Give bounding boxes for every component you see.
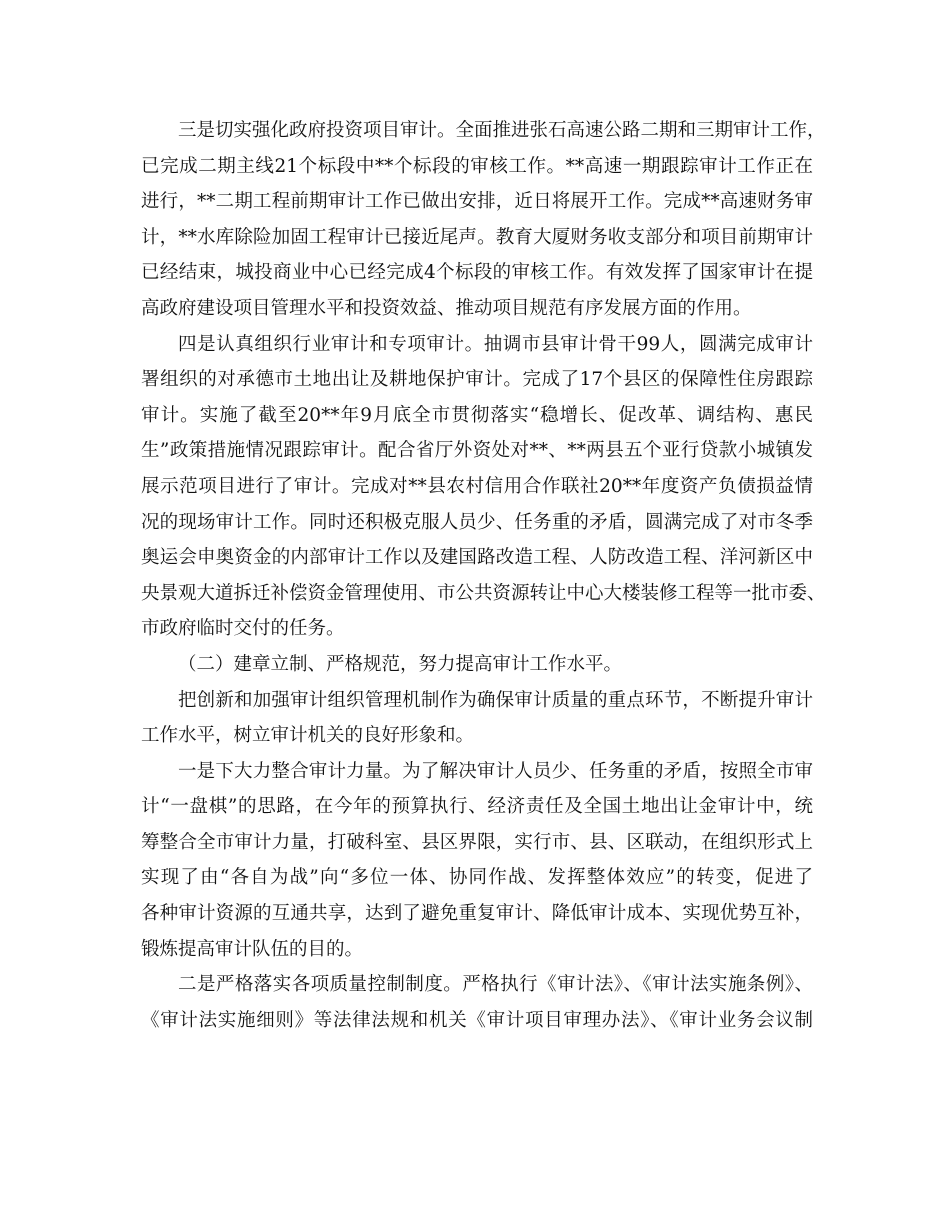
paragraph-line: 展示范项目进行了审计。完成对**县农村信用合作联社20**年度资产负债损益情 [141,475,813,497]
paragraph-line: 一是下大力整合审计力量。为了解决审计人员少、任务重的矛盾，按照全市审 [178,760,813,782]
paragraph-line: 况的现场审计工作。同时还积极克服人员少、任务重的矛盾，圆满完成了对市冬季 [141,511,813,533]
paragraph-line: 三是切实强化政府投资项目审计。全面推进张石高速公路二期和三期审计工作， [178,120,826,141]
document-body [141,113,826,1038]
paragraph-line: 进行，**二期工程前期审计工作已做出安排，近日将展开工作。完成**高速财务审 [141,191,813,213]
paragraph-line: 各种审计资源的互通共享，达到了避免重复审计、降低审计成本、实现优势互补， [141,903,813,925]
paragraph-line: 实现了由“各自为战”向“多位一体、协同作战、发挥整体效应”的转变，促进了 [141,867,813,889]
paragraph-line: 二是严格落实各项质量控制制度。严格执行《审计法》、《审计法实施条例》、 [178,974,813,996]
section-heading: （二）建章立制、严格规范，努力提高审计工作水平。 [178,653,623,675]
paragraph-line: 市政府临时交付的任务。 [141,618,345,640]
paragraph-line: 锻炼提高审计队伍的目的。 [141,938,364,960]
paragraph-line: 《审计法实施细则》等法律法规和机关《审计项目审理办法》、《审计业务会议制 [141,1009,813,1031]
paragraph-line: 已经结束，城投商业中心已经完成4个标段的审核工作。有效发挥了国家审计在提 [141,262,813,284]
paragraph-line: 计，**水库除险加固工程审计已接近尾声。教育大厦财务收支部分和项目前期审计 [141,226,813,248]
paragraph-line: 生”政策措施情况跟踪审计。配合省厅外资处对**、**两县五个亚行贷款小城镇发 [141,440,813,462]
paragraph-line: 四是认真组织行业审计和专项审计。抽调市县审计骨干99人，圆满完成审计 [178,333,813,355]
paragraph-line: 奥运会申奥资金的内部审计工作以及建国路改造工程、人防改造工程、洋河新区中 [141,547,813,569]
paragraph-line: 高政府建设项目管理水平和投资效益、推动项目规范有序发展方面的作用。 [141,297,752,319]
paragraph-line: 把创新和加强审计组织管理机制作为确保审计质量的重点环节，不断提升审计 [178,689,813,711]
paragraph-line: 央景观大道拆迁补偿资金管理使用、市公共资源转让中心大楼装修工程等一批市委、 [141,582,826,604]
paragraph-line: 已完成二期主线21个标段中**个标段的审核工作。**高速一期跟踪审计工作正在 [141,155,813,177]
paragraph-line: 筹整合全市审计力量，打破科室、县区界限，实行市、县、区联动，在组织形式上 [141,831,813,853]
paragraph-line: 署组织的对承德市土地出让及耕地保护审计。完成了17个县区的保障性住房跟踪 [141,369,813,391]
paragraph-line: 工作水平，树立审计机关的良好形象和。 [141,725,475,747]
paragraph-line: 审计。实施了截至20**年9月底全市贯彻落实“稳增长、促改革、调结构、惠民 [141,404,813,426]
paragraph-line: 计“一盘棋”的思路，在今年的预算执行、经济责任及全国土地出让金审计中，统 [141,796,813,818]
